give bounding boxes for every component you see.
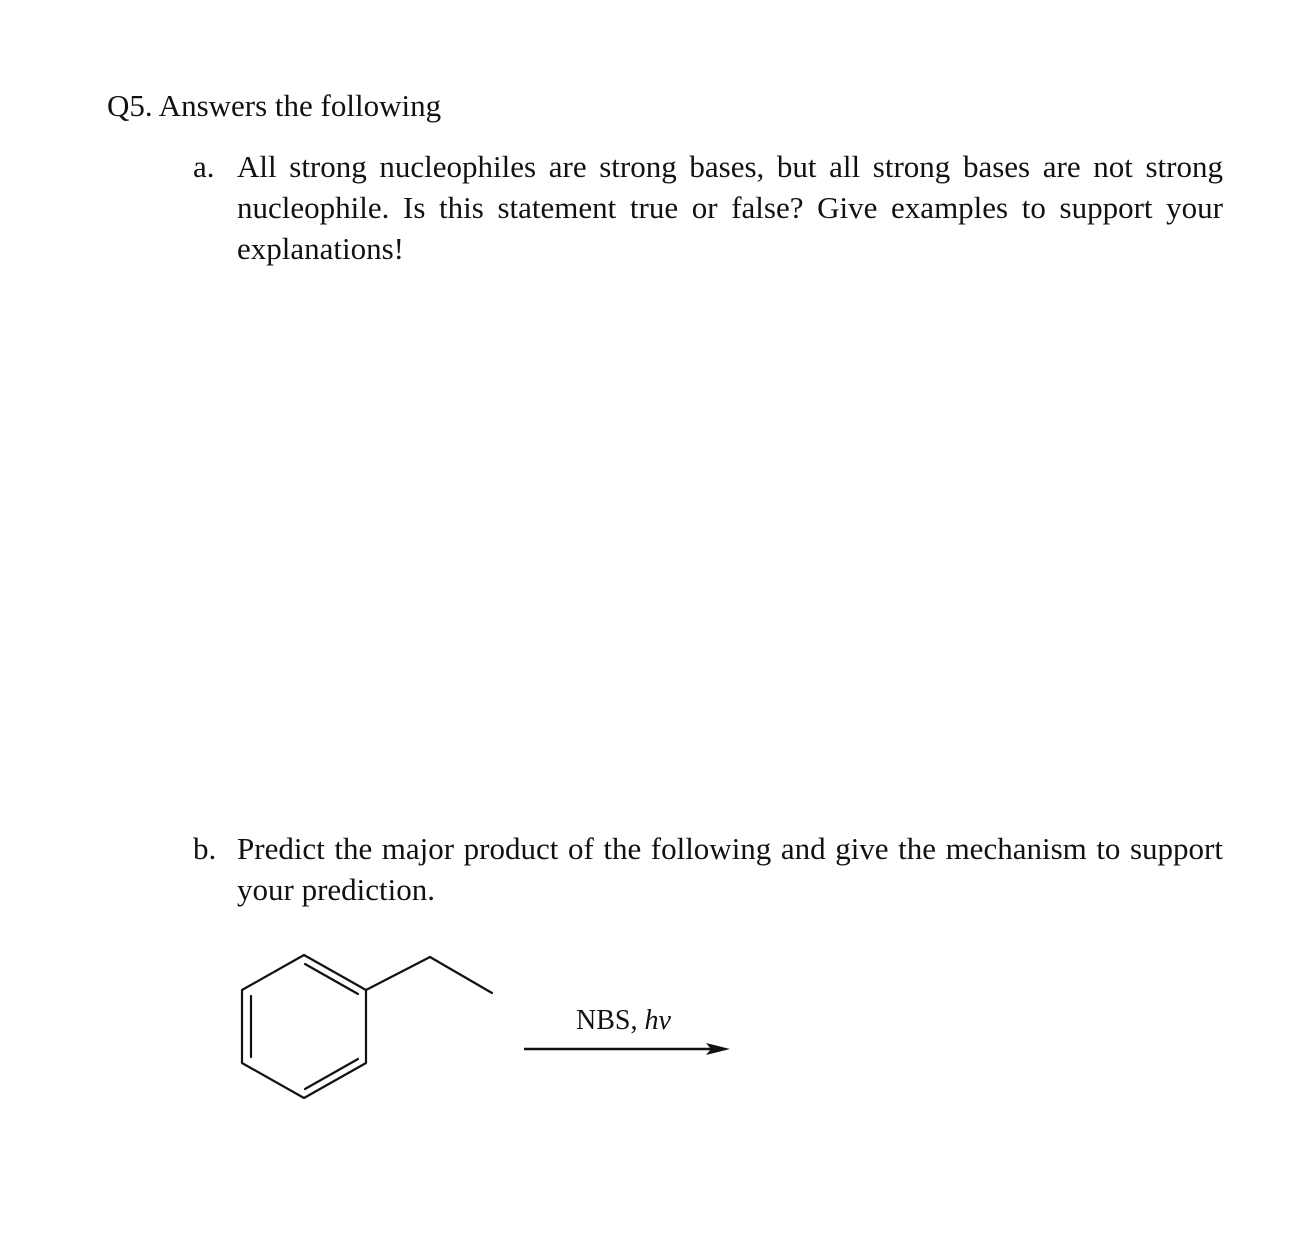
part-b-text: Predict the major product of the following and give the mechanism to support your prediction. bbox=[237, 831, 1223, 907]
reagent-label bbox=[576, 1005, 671, 1036]
question-part-a bbox=[193, 146, 1223, 269]
part-b-marker: b. bbox=[193, 831, 217, 866]
reaction-arrow-icon bbox=[524, 1043, 730, 1055]
question-heading: Q5. Answers the following bbox=[107, 88, 442, 123]
reagent-name: NBS, bbox=[576, 1005, 645, 1036]
part-a-marker: a. bbox=[193, 149, 215, 184]
question-part-b bbox=[193, 828, 1223, 910]
reaction-scheme bbox=[230, 945, 750, 1110]
reagent-condition: hv bbox=[644, 1005, 671, 1036]
part-a-text: All strong nucleophiles are strong bases, but all strong bases are not strong nucleophile. Is this statement true or false? Give examples to support your explanations! bbox=[237, 149, 1223, 266]
ethylbenzene-structure-icon bbox=[242, 955, 492, 1098]
answer-space-a bbox=[237, 290, 1217, 800]
